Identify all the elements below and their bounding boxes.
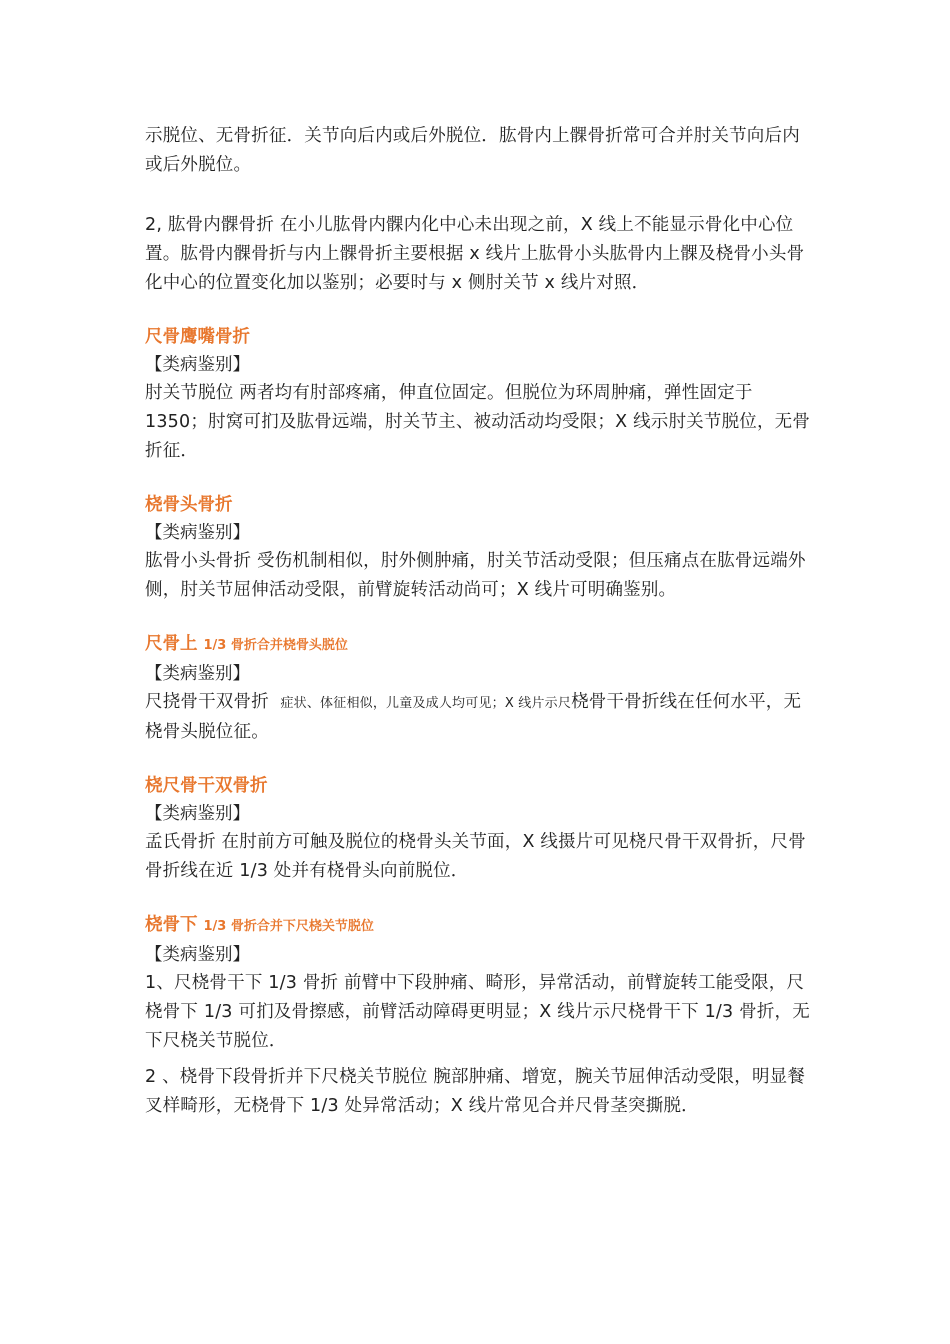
- document-page: [145, 122, 817, 1121]
- section-heading-main: 桡骨下: [145, 915, 198, 935]
- section-heading: 尺骨鹰嘴骨折: [145, 327, 250, 347]
- section-heading: 桡骨头骨折: [145, 495, 233, 515]
- section-monteggia: [145, 630, 817, 747]
- section-galeazzi: [145, 911, 817, 1121]
- section-olecranon: [145, 323, 817, 466]
- section-heading: [145, 630, 817, 660]
- section-heading-main: 尺骨上: [145, 634, 198, 654]
- section-body-rest: 桡骨干骨折线在任何水平，无桡骨头脱位征。: [145, 692, 802, 742]
- section-body: [145, 688, 817, 747]
- section-body: 1、尺桡骨干下 1/3 骨折 前臂中下段肿痛、畸形，异常活动，前臂旋转工能受限，尺桡骨下 1/3 可扪及骨擦感，前臂活动障碍更明显；X 线片示尺桡骨干下 1/3 骨折，无下尺桡关节脱位．: [145, 973, 810, 1051]
- section-heading-small: 1/3 骨折合并下尺桡关节脱位: [203, 919, 374, 934]
- section-body: 肱骨小头骨折 受伤机制相似，肘外侧肿痛，肘关节活动受限；但压痛点在肱骨远端外侧，肘关节屈伸活动受限，前臂旋转活动尚可；X 线片可明确鉴别。: [145, 551, 806, 600]
- section-heading-small: 1/3 骨折合并桡骨头脱位: [203, 638, 348, 653]
- section-double-fracture: [145, 772, 817, 886]
- section-body: 孟氏骨折 在肘前方可触及脱位的桡骨头关节面，X 线摄片可见桡尺骨干双骨折，尺骨骨折线在近 1/3 处并有桡骨头向前脱位．: [145, 832, 806, 881]
- section-radial-head: [145, 491, 817, 605]
- section-body-small: 症状、体征相似，儿童及成人均可见；X 线片示尺: [280, 696, 572, 711]
- section-heading: [145, 911, 817, 941]
- section-tag: 【类病鉴别】: [145, 664, 250, 684]
- section-body-2: 2 、桡骨下段骨折并下尺桡关节脱位 腕部肿痛、增宽，腕关节屈伸活动受限，明显餐叉样畸形，无桡骨下 1/3 处异常活动；X 线片常见合并尺骨茎突撕脱．: [145, 1067, 806, 1116]
- section-body: 肘关节脱位 两者均有肘部疼痛，伸直位固定。但脱位为环周肿痛，弹性固定于 1350；肘窝可扪及肱骨远端，肘关节主、被动活动均受限；X 线示肘关节脱位，无骨折征．: [145, 383, 811, 461]
- paragraph-medial-condyle: 2, 肱骨内髁骨折 在小儿肱骨内髁内化中心未出现之前，X 线上不能显示骨化中心位置。肱骨内髁骨折与内上髁骨折主要根据 x 线片上肱骨小头肱骨内上髁及桡骨小头骨化中心的位置变化加以鉴别；必要时与 x 侧肘关节 x 线片对照．: [145, 215, 805, 293]
- section-heading: 桡尺骨干双骨折: [145, 776, 268, 796]
- section-tag: 【类病鉴别】: [145, 945, 250, 965]
- paragraph-intro: 示脱位、无骨折征．关节向后内或后外脱位．肱骨内上髁骨折常可合并肘关节向后内或后外脱位。: [145, 126, 800, 175]
- section-body-lead: 尺挠骨干双骨折: [145, 692, 269, 712]
- section-tag: 【类病鉴别】: [145, 804, 250, 824]
- section-tag: 【类病鉴别】: [145, 355, 250, 375]
- section-tag: 【类病鉴别】: [145, 523, 250, 543]
